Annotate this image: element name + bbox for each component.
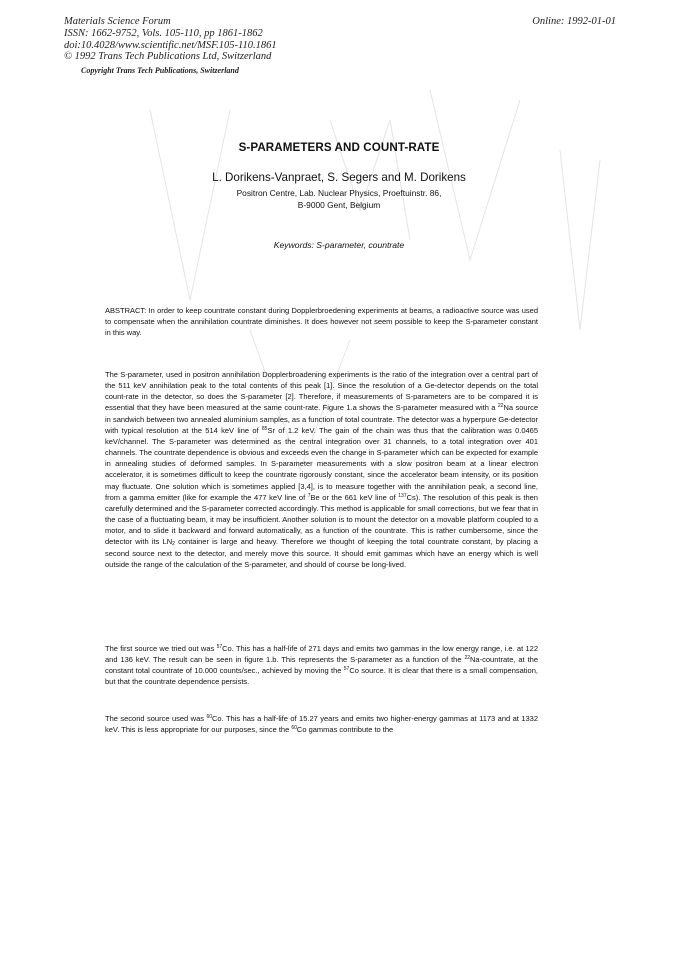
paper-authors: L. Dorikens-Vanpraet, S. Segers and M. Dorikens xyxy=(212,171,466,184)
copyright-line: © 1992 Trans Tech Publications Ltd, Switzerland xyxy=(64,51,272,63)
paragraph-1: The S-parameter, used in positron annihilation Dopplerbroadening experiments is the ratio of the integration over a central part of the 511 keV annihilation peak to the total contents of this peak [1]. Since the resolution of a Ge-detector depends on the total count-rate in the detector, so does the S-parameter [2]. Therefore, if measurements of S-parameters are to be compared it is essential that they have been measured at the same count-rate. Figure 1.a shows the S-parameter measured with a $^{22}$Na source in sandwich between two annealed aluminium samples, as a function of total countrate. The detector was a hyperpure Ge-detector with typical resolution at the 514 keV line of $^{85}$Sr of 1.2 keV. The gain of the chain was thus that the calibration was 0.0465 keV/channel. The S-parameter was determined as the central integration over 31 channels, to a total integration over 401 channels. The countrate dependence is obvious and exceeds even the change in S-parameter which can be expected for example in annealing studies of deformed samples. In S-parameter measurements with a slow positron beam at a linear electron accelerator, it is sometimes difficult to keep the countrate rigorously constant, since the accelerator beam intensity, or its position may fluctuate. One solution which is sometimes applied [3,4], is to measure together with the annihilation peak, a second line, from a gamma emitter (like for example the 477 keV line of $^7$Be or the 661 keV line of $^{137}$Cs). The resolution of this peak is then carefully determined and the S-parameter corrected accordingly. This method is applicable for small corrections, but we fear that in the case of a fluctuating beam, it may be insufficient. Another solution is to mount the detector on a movable platform coupled to a motor, and to slide it backward and forward automatically, as a function of the countrate. This is rather cumbersome, since the detector with its $LN_2$ container is large and heavy. Therefore we thought of keeping the total countrate constant, by placing a second source next to the detector, and merely move this source. It should emit gammas which have an energy which is well outside the range of the calculation of the S-parameter, and should of course be long-lived. xyxy=(105,370,539,569)
copyright-stamp: Copyright Trans Tech Publications, Switzerland xyxy=(81,66,239,75)
journal-name: Materials Science Forum xyxy=(64,16,171,27)
paragraph-2: The first source we tried out was $^{57}$Co. This has a half-life of 271 days and emits two gammas in the low energy range, i.e. at 122 and 136 keV. The result can be seen in figure 1.b. This represents the S-parameter as a function of the $^{22}$Na-countrate, at the constant total countrate of 10.000 counts/sec., achieved by moving the $^{57}$Co source. It is clear that there is a small compensation, but that the countrate dependence persists. xyxy=(105,644,538,687)
affiliation-line-1: Positron Centre, Lab. Nuclear Physics, Proeftuinstr. 86, xyxy=(236,188,442,198)
affiliation-line-2: B-9000 Gent, Belgium xyxy=(297,200,381,210)
abstract xyxy=(105,305,538,338)
paragraph-3: The second source used was $^{60}$Co. This has a half-life of 15.27 years and emits two higher-energy gammas at 1173 and at 1332 keV. This is less appropriate for our purposes, since the $^{60}$Co gammas contribute to the xyxy=(105,714,538,735)
keywords: Keywords: S-parameter, countrate xyxy=(273,240,405,250)
abstract-text: ABSTRACT: In order to keep countrate constant during Dopplerbroedening experiments at beams, a radioactive source was used to compensate when the annihilation countrate diminishes. It does however not seem possible to keep the S-parameter constant in this way. xyxy=(105,306,538,338)
doi-line: doi:10.4028/www.scientific.net/MSF.105-110.1861 xyxy=(64,39,277,51)
affiliation xyxy=(0,187,678,211)
online-date: Online: 1992-01-01 xyxy=(532,16,616,27)
issn-line: ISSN: 1662-9752, Vols. 105-110, pp 1861-1862 xyxy=(64,27,263,39)
journal-metadata xyxy=(64,16,277,63)
paper-title: S-PARAMETERS AND COUNT-RATE xyxy=(238,141,440,154)
